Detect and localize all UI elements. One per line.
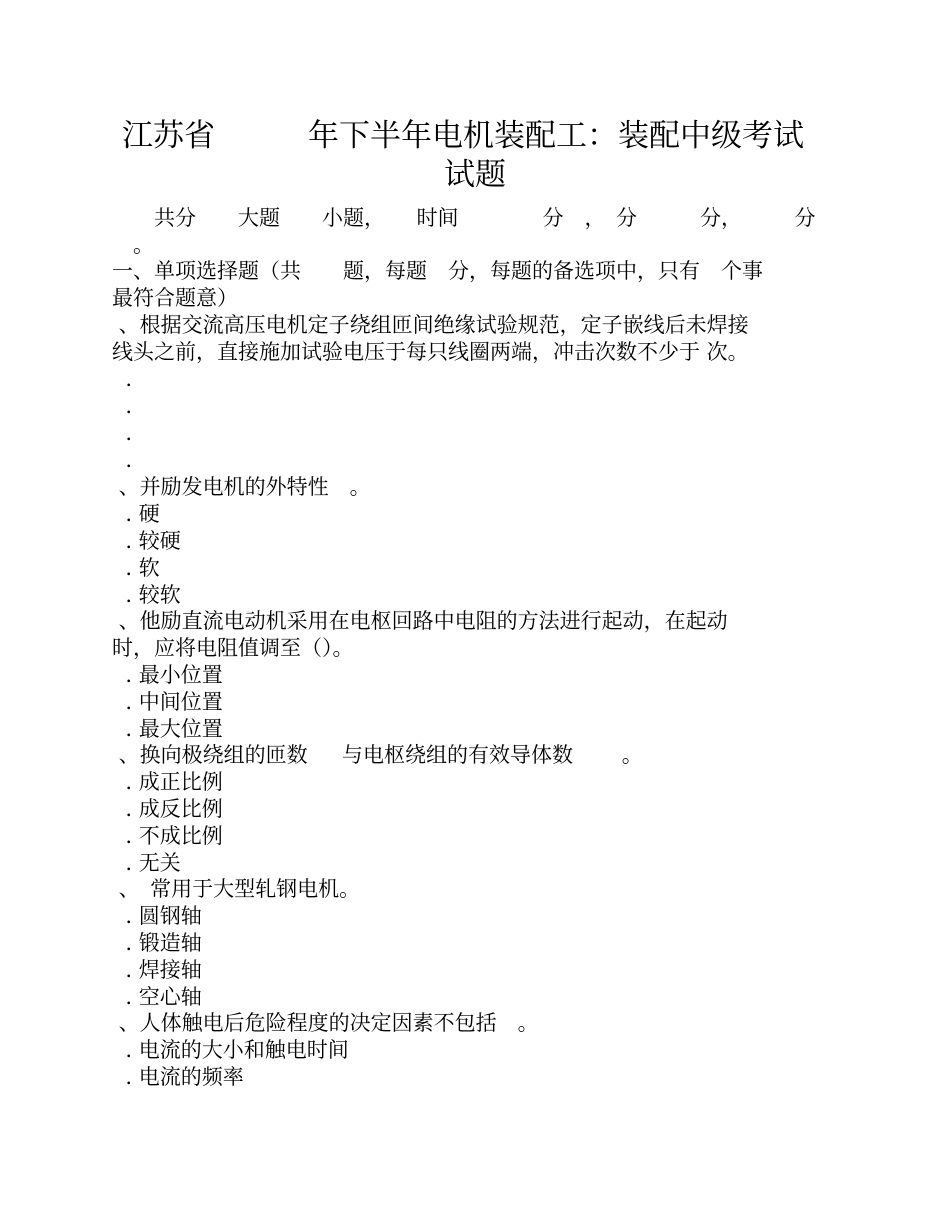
title-line-1: 江苏省 年下半年电机装配工：装配中级考试 (122, 118, 804, 154)
option-a: . 最小位置 (112, 663, 223, 687)
question-stem: 、人体触电后危险程度的决定因素不包括 。 (112, 1011, 539, 1035)
question-stem: 、他励直流电动机采用在电枢回路中电阻的方法进行起动，在起动 (112, 609, 728, 633)
option-b: . 锻造轴 (112, 931, 202, 955)
question-stem: 、 常用于大型轧钢电机。 (112, 877, 361, 901)
option-a: . 成正比例 (112, 770, 223, 794)
title-line-2: 试题 (444, 157, 506, 193)
section-heading-line-2: 最符合题意） (112, 286, 238, 310)
option-c: . 焊接轴 (112, 958, 202, 982)
option-b: . 较硬 (112, 529, 181, 553)
question-stem: 线头之前，直接施加试验电压于每只线圈两端，冲击次数不少于 次。 (112, 340, 749, 364)
option-d: . 无关 (112, 851, 181, 875)
question-stem: 、并励发电机的外特性 。 (112, 475, 371, 499)
option-a: . (112, 367, 133, 391)
option-a: . 硬 (112, 502, 160, 526)
question-stem: 、根据交流高压电机定子绕组匝间绝缘试验规范，定子嵌线后未焊接 (112, 313, 749, 337)
option-a: . 圆钢轴 (112, 904, 202, 928)
option-b: . 成反比例 (112, 797, 223, 821)
option-d: . 空心轴 (112, 985, 202, 1009)
option-c: . 最大位置 (112, 717, 223, 741)
option-b: . 中间位置 (112, 690, 223, 714)
exam-info-line-2: 。 (112, 233, 154, 257)
option-b: . 电流的频率 (112, 1065, 244, 1089)
question-stem: 、换向极绕组的匝数 与电枢绕组的有效导体数 。 (112, 743, 643, 767)
option-c: . (112, 421, 133, 445)
option-c: . 软 (112, 556, 160, 580)
option-a: . 电流的大小和触电时间 (112, 1038, 349, 1062)
option-d: . (112, 448, 133, 472)
option-d: . 较软 (112, 583, 181, 607)
option-b: . (112, 394, 133, 418)
option-c: . 不成比例 (112, 824, 223, 848)
section-heading-line-1: 一、单项选择题（共 题，每题 分，每题的备选项中，只有 个事 (112, 259, 763, 283)
exam-info-line-1: 共分 大题 小题， 时间 分 ， 分 分， 分 (112, 206, 816, 230)
question-stem: 时，应将电阻值调至（）。 (112, 636, 354, 660)
